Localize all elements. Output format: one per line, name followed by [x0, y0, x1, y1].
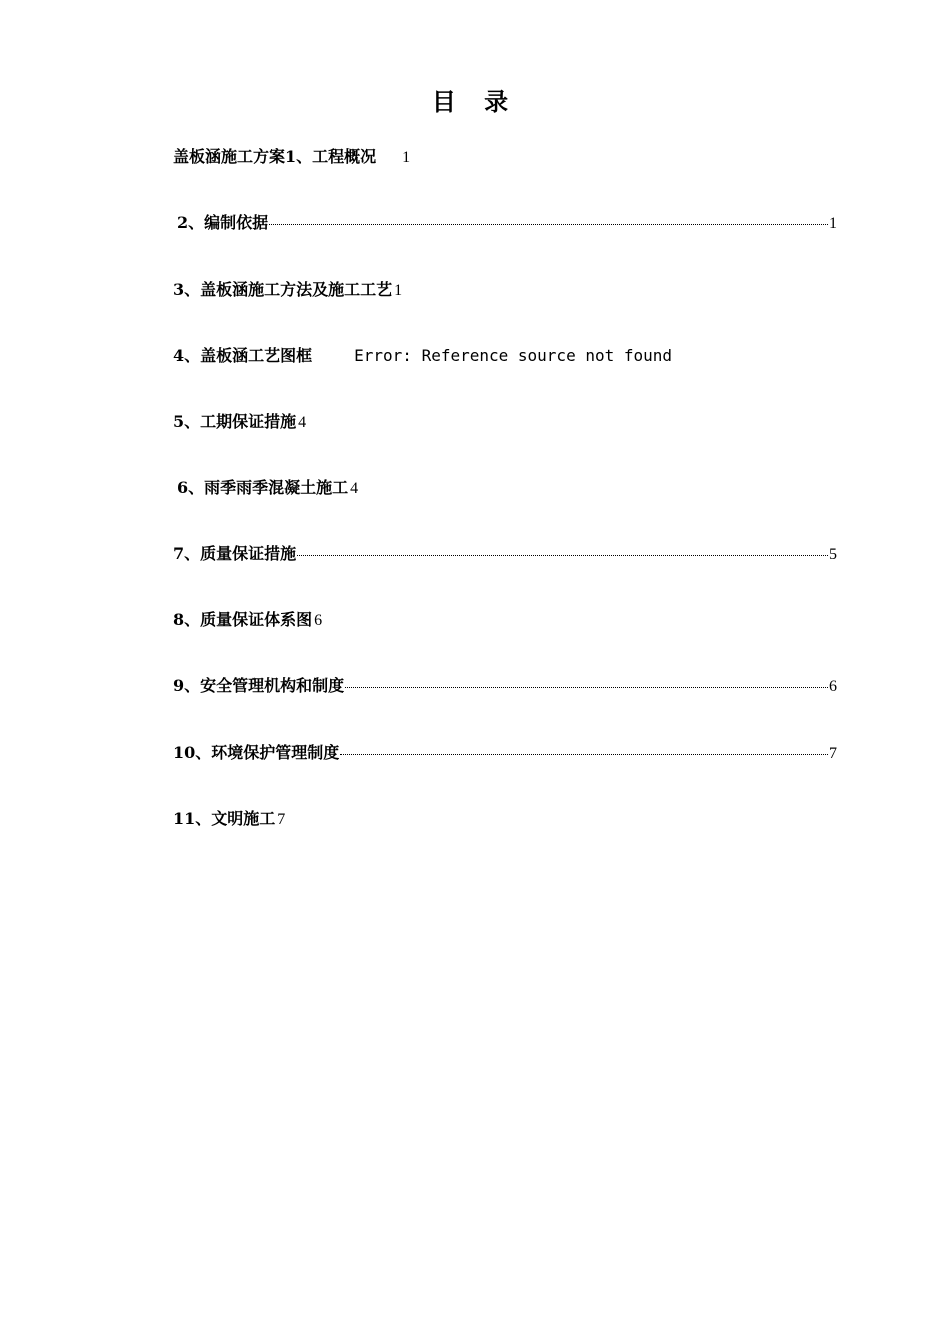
toc-entry-7[interactable]	[173, 607, 837, 633]
page-title: 目 录	[431, 88, 519, 116]
toc-entry-label: 11、文明施工	[173, 809, 276, 828]
toc-entry-page: 1	[394, 282, 403, 299]
toc-entry-page: 4	[298, 414, 307, 431]
toc-entry-label: 4、盖板涵工艺图框	[173, 346, 313, 365]
toc-entry-6[interactable]	[173, 541, 837, 567]
toc-entry-page: 4	[350, 480, 359, 497]
toc-dot-leader	[340, 754, 828, 755]
toc-entry-3[interactable]	[173, 343, 837, 369]
toc-entry-page: 5	[829, 546, 837, 563]
toc-entry-label: 盖板涵施工方案1、工程概况	[173, 147, 377, 166]
toc-dot-leader	[345, 687, 828, 688]
toc-entry-9[interactable]	[173, 740, 837, 766]
toc-entry-10[interactable]	[173, 806, 837, 832]
toc-entry-1[interactable]	[177, 210, 837, 236]
toc-entry-5[interactable]	[177, 475, 837, 501]
toc-entry-label: 8、质量保证体系图	[173, 610, 313, 629]
toc-entry-label: 7、质量保证措施	[173, 544, 297, 563]
toc-entry-label: 10、环境保护管理制度	[173, 743, 340, 762]
toc-entry-label: 3、盖板涵施工方法及施工工艺	[173, 280, 393, 299]
toc-entry-page: 7	[277, 811, 286, 828]
toc-entry-label: 2、编制依据	[177, 213, 269, 232]
toc-entry-page: 1	[402, 149, 411, 166]
toc-entry-8[interactable]	[173, 673, 837, 699]
toc-entry-label: 6、雨季雨季混凝土施工	[177, 478, 349, 497]
toc-entry-label: 9、安全管理机构和制度	[173, 676, 345, 695]
toc-entry-page: 6	[314, 612, 323, 629]
toc-entry-4[interactable]	[173, 409, 837, 435]
toc-entry-page: 1	[829, 215, 837, 232]
toc-entry-label: 5、工期保证措施	[173, 412, 297, 431]
toc-entry-2[interactable]	[173, 277, 837, 303]
toc-entry-0[interactable]	[173, 144, 837, 170]
toc-entry-page: 7	[829, 745, 837, 762]
toc-dot-leader	[269, 224, 828, 225]
toc-entry-page: 6	[829, 678, 837, 695]
reference-error-text: Error: Reference source not found	[354, 346, 673, 365]
toc-dot-leader	[297, 555, 828, 556]
